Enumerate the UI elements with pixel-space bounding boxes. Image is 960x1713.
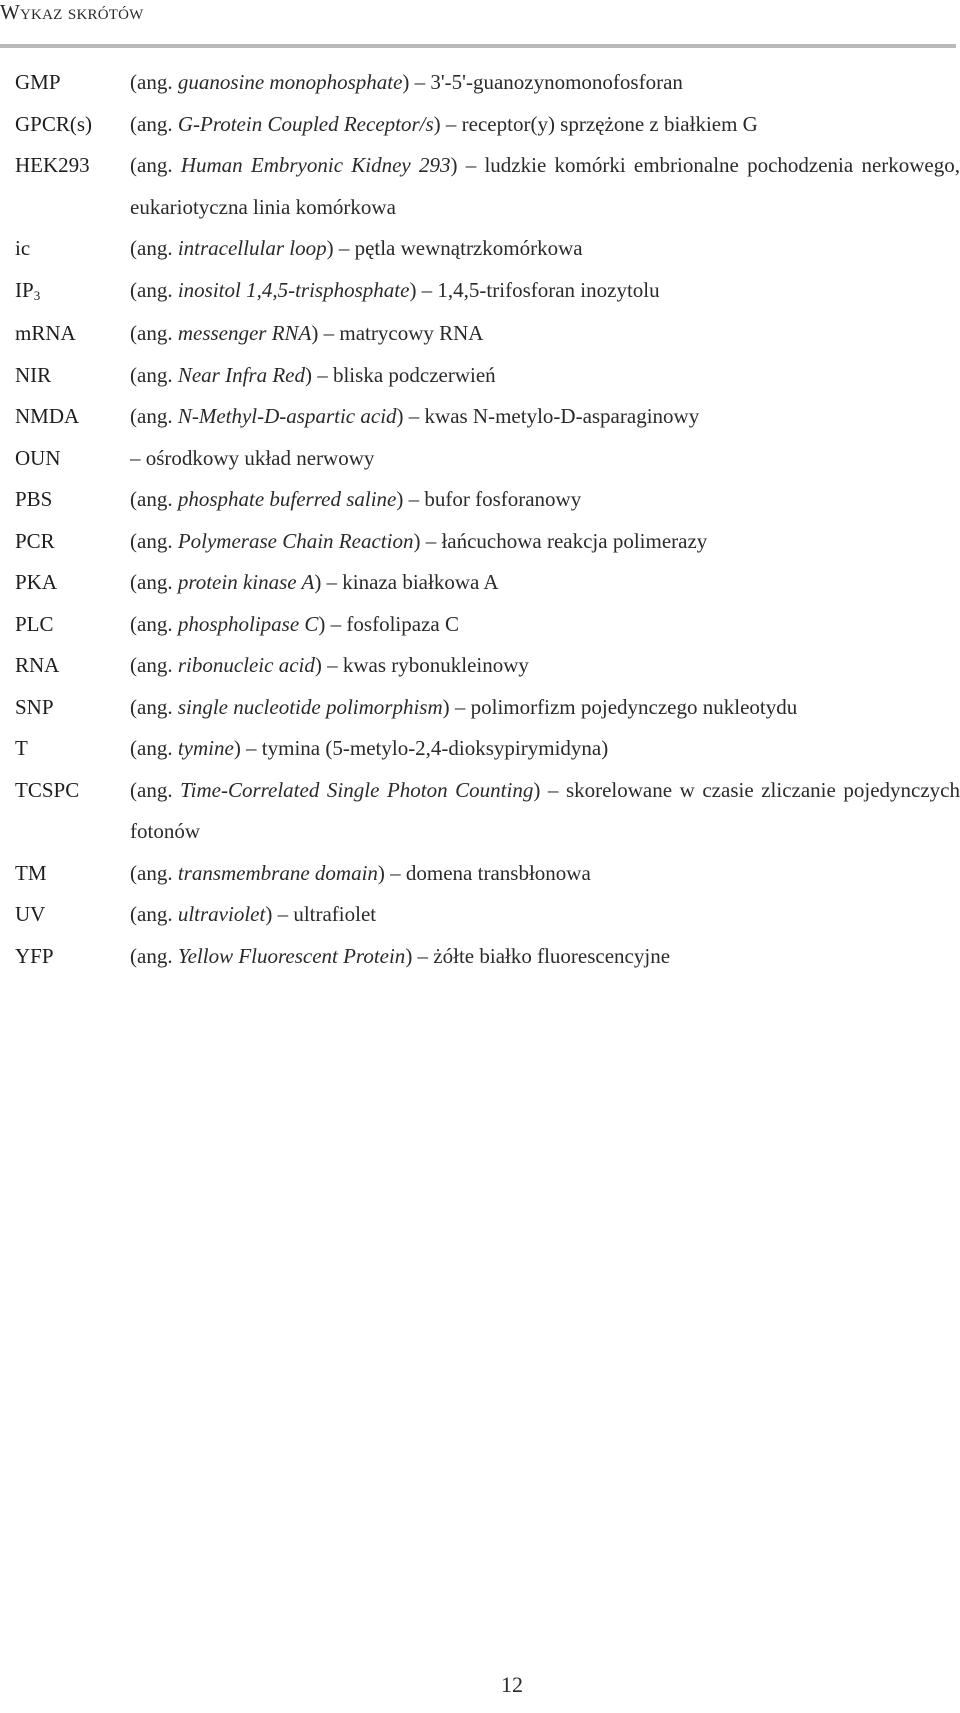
abbreviation-description xyxy=(130,936,960,978)
abbreviation-description xyxy=(130,604,960,646)
abbreviation-row xyxy=(15,62,960,104)
abbreviation-row xyxy=(15,728,960,770)
abbreviation-row xyxy=(15,104,960,146)
description-prefix: (ang. xyxy=(130,236,178,260)
english-term: intracellular loop xyxy=(177,236,327,260)
abbreviation-term xyxy=(15,894,130,936)
description-prefix: (ang. xyxy=(130,404,178,428)
polish-definition: ) – tymina (5-metylo-2,4-dioksypirymidyna) xyxy=(233,736,609,760)
polish-definition: ) – receptor(y) sprzężone z białkiem G xyxy=(433,111,758,136)
abbreviation-term xyxy=(15,396,130,438)
description-prefix: (ang. xyxy=(130,694,178,719)
polish-definition: ) – żółte białko fluorescencyjne xyxy=(405,943,671,968)
description-prefix: (ang. xyxy=(130,570,178,594)
polish-definition: ) – skorelowane w czasie zliczanie pojedynczych fotonów xyxy=(130,777,960,843)
abbreviation-row xyxy=(15,645,960,687)
english-term: N-Methyl-D-aspartic acid xyxy=(177,404,397,428)
abbreviation-row xyxy=(15,853,960,895)
abbreviation-row xyxy=(15,313,960,355)
abbreviation-row xyxy=(15,770,960,853)
abbreviation-description xyxy=(130,313,960,355)
abbreviation-term xyxy=(15,521,130,563)
abbreviation-term-text: GMP xyxy=(15,70,61,94)
abbreviation-description xyxy=(130,145,960,228)
abbreviation-term-text: NIR xyxy=(15,362,52,387)
polish-definition: ) – 3'-5'-guanozynomonofosforan xyxy=(402,70,683,94)
polish-definition: ) – ultrafiolet xyxy=(265,902,377,926)
abbreviation-row xyxy=(15,894,960,936)
english-term: phosphate buferred saline xyxy=(177,487,397,511)
polish-definition: ) – fosfolipaza C xyxy=(318,611,459,636)
english-term: G-Protein Coupled Receptor/s xyxy=(177,111,434,136)
description-prefix: (ang. xyxy=(130,277,178,302)
abbreviation-term-text: PCR xyxy=(15,528,55,553)
polish-definition: ) – bliska podczerwień xyxy=(304,362,496,387)
abbreviation-description xyxy=(130,355,960,397)
english-term: inositol 1,4,5-trisphosphate xyxy=(177,277,410,302)
abbreviation-row xyxy=(15,228,960,270)
abbreviation-description xyxy=(130,894,960,936)
abbreviation-description xyxy=(130,396,960,438)
abbreviation-description xyxy=(130,104,960,146)
abbreviation-description xyxy=(130,521,960,563)
polish-definition: ) – domena transbłonowa xyxy=(377,860,591,885)
english-term: ultraviolet xyxy=(177,902,266,926)
polish-definition: ) – polimorfizm pojedynczego nukleotydu xyxy=(442,694,798,719)
abbreviation-term-text: TCSPC xyxy=(15,777,80,802)
abbreviation-term-text: TM xyxy=(15,860,47,885)
description-prefix: (ang. xyxy=(130,902,178,926)
abbreviation-term-subscript: 3 xyxy=(33,287,41,303)
description-prefix: (ang. xyxy=(130,777,181,802)
description-prefix: (ang. xyxy=(130,943,178,968)
polish-definition: ) – kwas N-metylo-D-asparaginowy xyxy=(396,404,700,428)
page-header xyxy=(0,0,960,50)
english-term: Yellow Fluorescent Protein xyxy=(177,943,406,968)
abbreviation-term-text: UV xyxy=(15,902,46,926)
abbreviation-term xyxy=(15,770,130,812)
abbreviation-term-text: NMDA xyxy=(15,404,80,428)
description-prefix: (ang. xyxy=(130,736,178,760)
abbreviation-term-text: OUN xyxy=(15,445,61,470)
abbreviation-term-text: YFP xyxy=(15,943,54,968)
description-prefix: (ang. xyxy=(130,362,178,387)
abbreviation-row xyxy=(15,521,960,563)
english-term: transmembrane domain xyxy=(177,860,378,885)
polish-definition: ) – kwas rybonukleinowy xyxy=(314,653,529,677)
abbreviation-term xyxy=(15,687,130,729)
abbreviation-term xyxy=(15,936,130,978)
abbreviation-row xyxy=(15,604,960,646)
abbreviation-description xyxy=(130,438,960,480)
abbreviation-term-text: RNA xyxy=(15,653,60,677)
polish-definition: ) – łańcuchowa reakcja polimerazy xyxy=(413,528,708,553)
english-term: Polymerase Chain Reaction xyxy=(177,528,414,553)
abbreviation-row xyxy=(15,562,960,604)
english-term: single nucleotide polimorphism xyxy=(177,694,443,719)
english-term: protein kinase A xyxy=(177,570,315,594)
abbreviation-term-text: T xyxy=(15,736,28,760)
english-term: messenger RNA xyxy=(177,321,312,345)
english-term: phospholipase C xyxy=(177,611,319,636)
page-title: Wykaz skrótów xyxy=(0,0,144,24)
abbreviation-row xyxy=(15,438,960,480)
abbreviation-row xyxy=(15,687,960,729)
polish-definition: ) – kinaza białkowa A xyxy=(314,570,499,594)
english-term: ribonucleic acid xyxy=(177,653,315,677)
header-divider xyxy=(0,44,956,48)
abbreviation-term-text: IP xyxy=(15,277,34,302)
abbreviation-description xyxy=(130,687,960,729)
english-term: Time-Correlated Single Photon Counting xyxy=(180,777,534,802)
abbreviation-description xyxy=(130,770,960,853)
abbreviation-term-text: PKA xyxy=(15,570,58,594)
polish-definition: ) – ludzkie komórki embrionalne pochodzenia nerkowego, eukariotyczna linia komórkowa xyxy=(130,153,960,219)
abbreviation-description xyxy=(130,62,960,104)
abbreviation-term xyxy=(15,145,130,187)
abbreviation-term xyxy=(15,853,130,895)
abbreviation-description xyxy=(130,270,960,312)
description-prefix: (ang. xyxy=(130,653,178,677)
abbreviation-description xyxy=(130,228,960,270)
english-term: guanosine monophosphate xyxy=(177,70,403,94)
abbreviation-term-text: HEK293 xyxy=(15,153,90,177)
english-term: Near Infra Red xyxy=(177,362,305,387)
abbreviation-description xyxy=(130,562,960,604)
abbreviation-description xyxy=(130,479,960,521)
abbreviation-term xyxy=(15,228,130,270)
abbreviation-row xyxy=(15,145,960,228)
polish-definition: ) – pętla wewnątrzkomórkowa xyxy=(326,236,583,260)
abbreviation-term xyxy=(15,438,130,480)
abbreviation-list xyxy=(15,62,960,977)
abbreviation-term xyxy=(15,479,130,521)
abbreviation-term xyxy=(15,313,130,355)
abbreviation-term xyxy=(15,62,130,104)
abbreviation-term-text: ic xyxy=(15,236,31,260)
abbreviation-row xyxy=(15,479,960,521)
abbreviation-term xyxy=(15,645,130,687)
abbreviation-term-text: mRNA xyxy=(15,321,76,345)
abbreviation-description xyxy=(130,728,960,770)
abbreviation-row xyxy=(15,396,960,438)
abbreviation-term xyxy=(15,728,130,770)
abbreviation-row xyxy=(15,936,960,978)
english-term: tymine xyxy=(177,736,234,760)
abbreviation-description xyxy=(130,645,960,687)
abbreviation-term xyxy=(15,104,130,146)
description-prefix: (ang. xyxy=(130,528,178,553)
abbreviation-description xyxy=(130,853,960,895)
abbreviation-term-text: GPCR(s) xyxy=(15,111,93,136)
abbreviation-term xyxy=(15,604,130,646)
abbreviation-row xyxy=(15,270,960,314)
description-prefix: (ang. xyxy=(130,111,178,136)
polish-definition: – ośrodkowy układ nerwowy xyxy=(130,445,375,470)
description-prefix: (ang. xyxy=(130,860,178,885)
abbreviation-term xyxy=(15,270,130,314)
abbreviation-term-text: SNP xyxy=(15,694,54,719)
description-prefix: (ang. xyxy=(130,487,178,511)
abbreviation-term xyxy=(15,562,130,604)
abbreviation-term-text: PLC xyxy=(15,611,54,636)
abbreviation-row xyxy=(15,355,960,397)
english-term: Human Embryonic Kidney 293 xyxy=(180,153,451,177)
description-prefix: (ang. xyxy=(130,70,178,94)
polish-definition: ) – matrycowy RNA xyxy=(311,321,484,345)
description-prefix: (ang. xyxy=(130,611,178,636)
description-prefix: (ang. xyxy=(130,153,181,177)
polish-definition: ) – 1,4,5-trifosforan inozytolu xyxy=(409,277,660,302)
abbreviation-term-text: PBS xyxy=(15,487,53,511)
polish-definition: ) – bufor fosforanowy xyxy=(396,487,582,511)
abbreviation-term xyxy=(15,355,130,397)
description-prefix: (ang. xyxy=(130,321,178,345)
page-number: 12 xyxy=(501,1672,523,1697)
